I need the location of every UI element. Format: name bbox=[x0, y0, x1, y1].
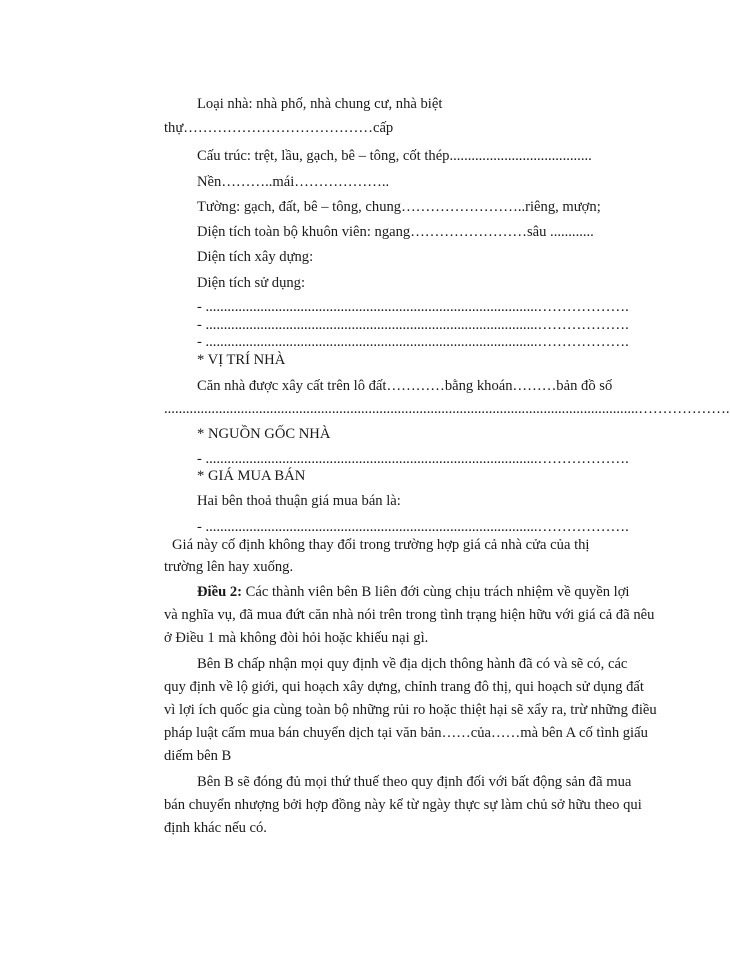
loai-nha-line-1: Loại nhà: nhà phố, nhà chung cư, nhà biệt bbox=[197, 96, 443, 112]
vi-tri-dots: ..................................................................................................................................………………. bbox=[164, 401, 730, 417]
cau-truc-line: Cấu trúc: trệt, lầu, gạch, bê – tông, cốt thép....................................... bbox=[197, 148, 592, 164]
vi-tri-heading: * VỊ TRÍ NHÀ bbox=[197, 352, 286, 368]
gia-para-line-1: Giá này cố định không thay đổi trong trường hợp giá cả nhà cửa của thị bbox=[172, 537, 590, 553]
gia-text: Hai bên thoả thuận giá mua bán là: bbox=[197, 493, 401, 509]
vi-tri-text: Căn nhà được xây cất trên lô đất…………bằng khoán………bản đồ số bbox=[197, 378, 613, 394]
nen-mai-line: Nền………..mái……………….. bbox=[197, 174, 390, 190]
p4-line-3: định khác nếu có. bbox=[164, 820, 267, 836]
dieu-2-text: Các thành viên bên B liên đới cùng chịu trách nhiệm về quyền lợi bbox=[242, 584, 630, 600]
dieu-2-line-2: và nghĩa vụ, đã mua đứt căn nhà nói trên trong tình trạng hiện hữu với giá cả đã nêu bbox=[164, 607, 655, 623]
dieu-2-line-1 bbox=[197, 583, 629, 601]
gia-heading: * GIÁ MUA BÁN bbox=[197, 468, 306, 484]
p4-line-2: bán chuyển nhượng bởi hợp đồng này kể từ ngày thực sự làm chủ sở hữu theo qui bbox=[164, 797, 642, 813]
p3-line-1: Bên B chấp nhận mọi quy định về địa dịch thông hành đã có và sẽ có, các bbox=[197, 656, 628, 672]
gia-para-line-2: trường lên hay xuống. bbox=[164, 559, 294, 575]
dieu-2-label: Điều 2: bbox=[197, 584, 242, 600]
p3-line-4: pháp luật cấm mua bán chuyển dịch tại văn bản……của……mà bên A cố tình giấu bbox=[164, 725, 648, 741]
loai-nha-line-2: thự…………………………………cấp bbox=[164, 120, 394, 136]
dash-line-3: - ...........................................................................................………………. bbox=[197, 334, 629, 350]
p3-line-3: vì lợi ích quốc gia cùng toàn bộ những rủi ro hoặc thiệt hại sẽ xẩy ra, trừ những điều bbox=[164, 702, 657, 718]
p3-line-2: quy định về lộ giới, qui hoạch xây dựng, chỉnh trang đô thị, qui hoạch sử dụng đất bbox=[164, 679, 644, 695]
dien-tich-toan-bo-line: Diện tích toàn bộ khuôn viên: ngang……………………sâu ............ bbox=[197, 224, 594, 240]
tuong-line: Tường: gạch, đất, bê – tông, chung……………………..riêng, mượn; bbox=[197, 199, 601, 215]
p3-line-5: diếm bên B bbox=[164, 748, 232, 764]
nguon-goc-heading: * NGUỒN GỐC NHÀ bbox=[197, 426, 331, 442]
dien-tich-su-dung-line: Diện tích sử dụng: bbox=[197, 275, 306, 291]
p4-line-1: Bên B sẽ đóng đủ mọi thứ thuế theo quy định đối với bất động sản đã mua bbox=[197, 774, 632, 790]
dash-line-1: - ...........................................................................................………………. bbox=[197, 299, 629, 315]
dieu-2-line-3: ở Điều 1 mà không đòi hỏi hoặc khiếu nại gì. bbox=[164, 630, 429, 646]
dash-line-2: - ...........................................................................................………………. bbox=[197, 317, 629, 333]
nguon-goc-line: - ...........................................................................................………………. bbox=[197, 451, 629, 467]
gia-line: - ...........................................................................................………………. bbox=[197, 519, 629, 535]
dien-tich-xay-dung-line: Diện tích xây dựng: bbox=[197, 249, 314, 265]
